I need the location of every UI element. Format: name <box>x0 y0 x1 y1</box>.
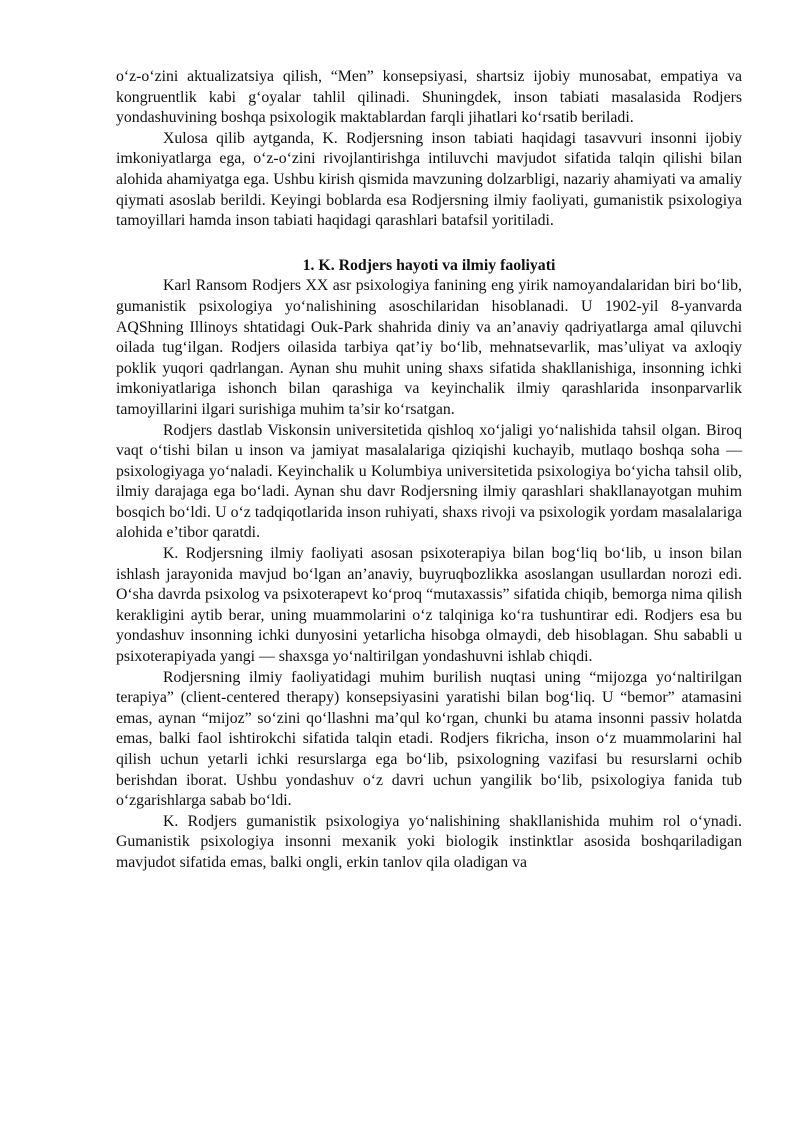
section-heading: 1. K. Rodjers hayoti va ilmiy faoliyati <box>302 256 556 274</box>
paragraph-psychotherapy: K. Rodjersning ilmiy faoliyati asosan psixoterapiya bilan bog‘liq bo‘lib, u inson bilan ishlash jarayonida mavjud bo‘lgan an’anaviy, buyruqbozlikka asoslangan usullardan norozi edi. O‘sha davrda psixolog va psixoterapevt ko‘proq “mutaxassis” sifatida chiqib, bemorga nima qilish kerakligini aytib berar, uning muammolarini o‘z talqiniga ko‘ra tushuntirar edi. Rodjers esa bu yondashuv insonning ichki dunyosini yetarlicha hisobga olmaydi, deb hisoblagan. Shu sababli u psixoterapiyada yangi — shaxsga yo‘naltirilgan yondashuvni ishlab chiqdi. <box>116 545 742 666</box>
paragraph-intro-continuation: o‘z-o‘zini aktualizatsiya qilish, “Men” konsepsiyasi, shartsiz ijobiy munosabat, empatiya va kongruentlik kabi g‘oyalar tahlil qilinadi. Shuningdek, inson tabiati masalasida Rodjers yondashuvining boshqa psixologik maktablardan farqli jihatlari ko‘rsatib beriladi. <box>116 68 742 127</box>
paragraph-humanistic: K. Rodjers gumanistik psixologiya yo‘nalishining shakllanishida muhim rol o‘ynadi. Gumanistik psixologiya insonni mexanik yoki biologik instinktlar asosida boshqariladigan mavjudot sifatida emas, balki ongli, erkin tanlov qila oladigan va <box>116 812 742 871</box>
paragraph-biography: Karl Ransom Rodjers XX asr psixologiya fanining eng yirik namoyandalaridan biri bo‘lib, gumanistik psixologiya yo‘nalishining asoschilaridan hisoblanadi. U 1902-yil 8-yanvarda AQShning Illinoys shtatidagi Ouk-Park shahrida diniy va an’anaviy qadriyatlarga amal qiluvchi oilada tug‘ilgan. Rodjers oilasida tarbiya qat’iy bo‘lib, mehnatsevarlik, mas’uliyat va axloqiy poklik yuqori qadrlangan. Aynan shu muhit uning shaxs sifatida shakllanishiga, insonning ichki imkoniyatlariga ishonch bilan qarashiga va keyinchalik ilmiy qarashlarida insonparvarlik tamoyillarini ilgari surishiga muhim ta’sir ko‘rsatgan. <box>116 277 742 418</box>
paragraph-conclusion: Xulosa qilib aytganda, K. Rodjersning inson tabiati haqidagi tasavvuri insonni ijobiy imkoniyatlarga ega, o‘z-o‘zini rivojlantirishga intiluvchi mavjudot sifatida talqin qilishi bilan alohida ahamiyatga ega. Ushbu kirish qismida mavzuning dolzarbligi, nazariy ahamiyati va amaliy qiymati asoslab berildi. Keyingi boblarda esa Rodjersning ilmiy faoliyati, gumanistik psixologiya tamoyillari hamda inson tabiati haqidagi qarashlari batafsil yoritiladi. <box>116 129 742 230</box>
document-page <box>116 67 742 874</box>
paragraph-client-centered: Rodjersning ilmiy faoliyatidagi muhim burilish nuqtasi uning “mijozga yo‘naltirilgan terapiya” (client-centered therapy) konsepsiyasini yaratishi bilan bog‘liq. U “bemor” atamasini emas, aynan “mijoz” so‘zini qo‘llashni ma’qul ko‘rgan, chunki bu atama insonni passiv holatda emas, balki faol ishtirokchi sifatida talqin etadi. Rodjers fikricha, inson o‘z muammolarini hal qilish uchun yetarli ichki resurslarga ega bo‘lib, psixologning vazifasi bu resurslarni ochib berishdan iborat. Ushbu yondashuv o‘z davri uchun yangilik bo‘lib, psixologiya fanida tub o‘zgarishlarga sabab bo‘ldi. <box>116 668 742 810</box>
paragraph-education: Rodjers dastlab Viskonsin universitetida qishloq xo‘jaligi yo‘nalishida tahsil olgan. Biroq vaqt o‘tishi bilan u inson va jamiyat masalalariga qiziqishi kuchayib, mutlaqo boshqa soha — psixologiyaga yo‘naladi. Keyinchalik u Kolumbiya universitetida psixologiya bo‘yicha tahsil olib, ilmiy darajaga ega bo‘ladi. Aynan shu davr Rodjersning ilmiy qarashlari shakllanayotgan muhim bosqich bo‘ldi. U o‘z tadqiqotlarida inson ruhiyati, shaxs rivoji va psixologik yordam masalalariga alohida e’tibor qaratdi. <box>116 421 742 542</box>
